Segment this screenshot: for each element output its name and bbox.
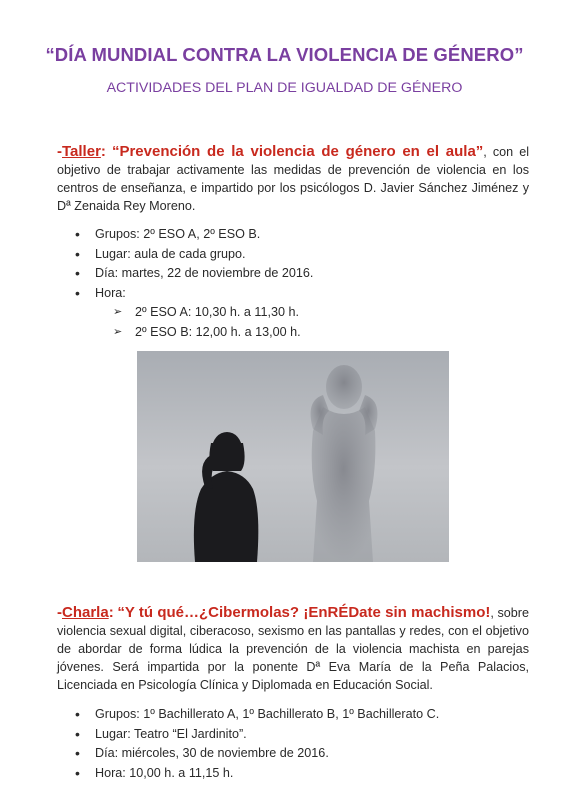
taller-place: • Lugar: aula de cada grupo. [75, 245, 313, 265]
taller-dash: - [57, 143, 62, 160]
taller-label: Taller [62, 143, 101, 160]
taller-details-list [75, 225, 313, 342]
taller-paragraph [57, 143, 529, 215]
taller-groups: • Grupos: 2º ESO A, 2º ESO B. [75, 225, 313, 245]
charla-headline: “Y tú qué…¿Cibermolas? ¡EnRÉDate sin machismo! [117, 604, 491, 621]
charla-dash: - [57, 604, 62, 621]
taller-description: , con el objetivo de trabajar activamente las medidas de prevención de violencia en los centros de enseñanza, e impartido por los psicólogos D. Javier Sánchez Jiménez y Dª Zenaida Rey Moreno. [57, 145, 529, 213]
charla-label: Charla [62, 604, 109, 621]
taller-colon: : [100, 143, 106, 160]
taller-headline: “Prevención de la violencia de género en el aula” [111, 143, 484, 160]
charla-place: • Lugar: Teatro “El Jardinito”. [75, 725, 439, 745]
silhouette-photo-image [137, 351, 449, 562]
campaign-photo [137, 351, 449, 562]
charla-hour: • Hora: 10,00 h. a 11,15 h. [75, 764, 439, 784]
charla-day: • Día: miércoles, 30 de noviembre de 2016. [75, 744, 439, 764]
taller-day: • Día: martes, 22 de noviembre de 2016. [75, 264, 313, 284]
charla-colon: : [108, 604, 114, 621]
charla-paragraph [57, 604, 529, 694]
taller-hour-label: • Hora: [75, 284, 313, 304]
taller-hour-item: ➢ 2º ESO B: 12,00 h. a 13,00 h. [113, 323, 313, 343]
page-subtitle: ACTIVIDADES DEL PLAN DE IGUALDAD DE GÉNERO [106, 80, 463, 96]
charla-details-list [75, 705, 439, 783]
taller-hour-item: ➢ 2º ESO A: 10,30 h. a 11,30 h. [113, 303, 313, 323]
charla-description: , sobre violencia sexual digital, ciberacoso, sexismo en las pantallas y redes, con el objetivo de abordar de forma lúdica la prevención de la violencia machista en parejas jóvenes. Será impartida por la ponente Dª Eva María de la Peña Palacios, Licenciada en Psicología Clínica y Diplomada en Educación Social. [57, 606, 530, 692]
taller-hours-list [75, 303, 313, 342]
charla-groups: • Grupos: 1º Bachillerato A, 1º Bachillerato B, 1º Bachillerato C. [75, 705, 439, 725]
page-title: “DÍA MUNDIAL CONTRA LA VIOLENCIA DE GÉNERO” [45, 44, 524, 65]
